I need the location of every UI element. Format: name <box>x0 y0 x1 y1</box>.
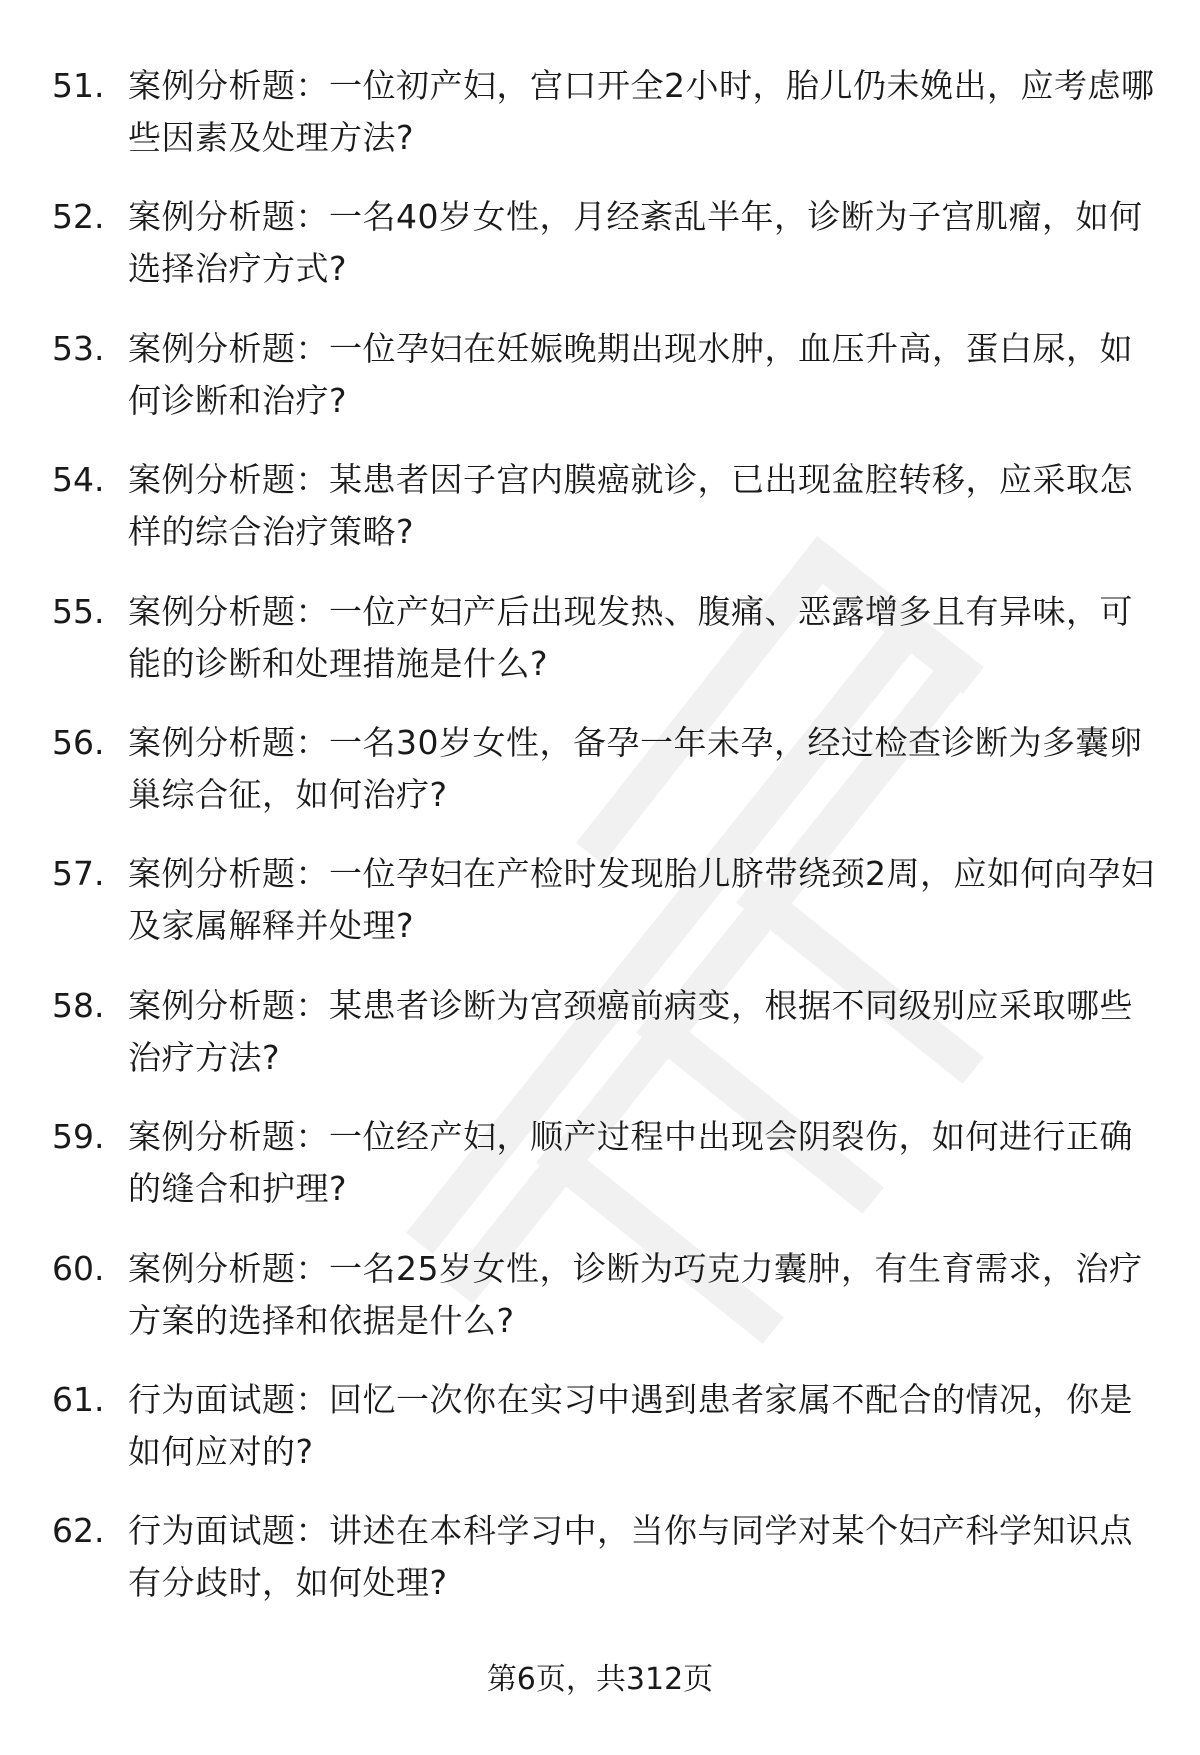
question-number: 61. <box>52 1379 105 1419</box>
question-text: 案例分析题：一名30岁女性，备孕一年未孕，经过检查诊断为多囊卵巢综合征，如何治疗? <box>128 722 1143 814</box>
question-text: 案例分析题：一位孕妇在产检时发现胎儿脐带绕颈2周，应如何向孕妇及家属解释并处理? <box>128 854 1155 946</box>
question-text: 案例分析题：一名25岁女性，诊断为巧克力囊肿，有生育需求，治疗方案的选择和依据是什么? <box>128 1248 1143 1340</box>
question-text: 案例分析题：某患者诊断为宫颈癌前病变，根据不同级别应采取哪些治疗方法? <box>128 985 1133 1077</box>
question-item <box>0 980 1200 1111</box>
question-item <box>0 1374 1200 1505</box>
page-footer <box>0 1660 1200 1700</box>
question-number: 60. <box>52 1248 105 1288</box>
question-text: 行为面试题：回忆一次你在实习中遇到患者家属不配合的情况，你是如何应对的? <box>128 1379 1133 1471</box>
page-number-label: 第6页，共312页 <box>486 1662 714 1697</box>
question-item <box>0 717 1200 848</box>
question-item <box>0 323 1200 454</box>
question-number: 58. <box>52 985 105 1025</box>
question-item <box>0 848 1200 979</box>
question-number: 62. <box>52 1511 105 1551</box>
question-item <box>0 60 1200 191</box>
question-text: 案例分析题：某患者因子宫内膜癌就诊，已出现盆腔转移，应采取怎样的综合治疗策略? <box>128 460 1133 552</box>
question-text: 行为面试题：讲述在本科学习中，当你与同学对某个妇产科学知识点有分歧时，如何处理? <box>128 1511 1133 1603</box>
question-text: 案例分析题：一名40岁女性，月经紊乱半年，诊断为子宫肌瘤，如何选择治疗方式? <box>128 197 1143 289</box>
question-item <box>0 1505 1200 1636</box>
question-number: 54. <box>52 460 105 500</box>
question-number: 57. <box>52 854 105 894</box>
question-item <box>0 586 1200 717</box>
question-text: 案例分析题：一位产妇产后出现发热、腹痛、恶露增多且有异味，可能的诊断和处理措施是什么? <box>128 591 1133 683</box>
question-number: 59. <box>52 1117 105 1157</box>
question-number: 52. <box>52 197 105 237</box>
question-list <box>0 60 1200 1637</box>
question-item <box>0 1111 1200 1242</box>
question-number: 56. <box>52 722 105 762</box>
question-text: 案例分析题：一位孕妇在妊娠晚期出现水肿，血压升高，蛋白尿，如何诊断和治疗? <box>128 328 1133 420</box>
question-item <box>0 191 1200 322</box>
question-number: 51. <box>52 66 105 105</box>
question-text: 案例分析题：一位初产妇，宫口开全2小时，胎儿仍未娩出，应考虑哪些因素及处理方法? <box>128 66 1155 157</box>
question-item <box>0 1243 1200 1374</box>
question-item <box>0 454 1200 585</box>
question-number: 55. <box>52 591 105 631</box>
question-number: 53. <box>52 328 105 368</box>
question-text: 案例分析题：一位经产妇，顺产过程中出现会阴裂伤，如何进行正确的缝合和护理? <box>128 1117 1133 1209</box>
